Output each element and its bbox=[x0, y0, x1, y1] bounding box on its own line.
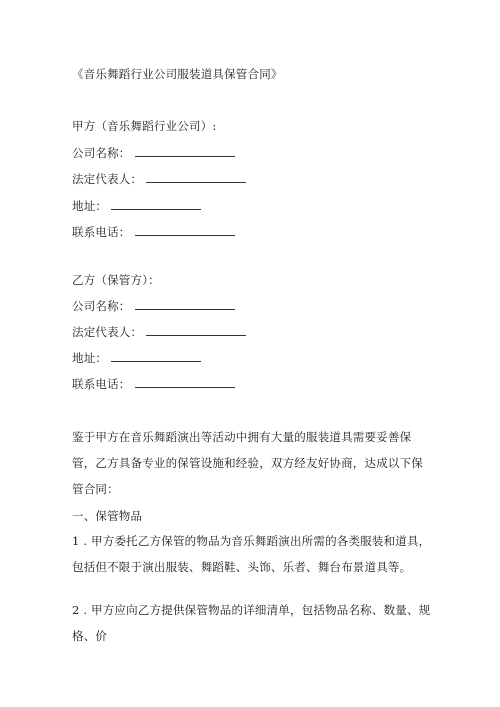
party-a-company-name-row bbox=[72, 145, 235, 161]
party-a-legal-rep-blank bbox=[146, 171, 246, 183]
section-1-heading: 一、保管物品 bbox=[72, 509, 143, 523]
party-a-address-row bbox=[72, 198, 201, 214]
party-b-phone-blank bbox=[135, 376, 235, 388]
party-a-phone-blank bbox=[135, 224, 235, 236]
party-a-address-label: 地址： bbox=[72, 199, 108, 213]
party-b-company-name-label: 公司名称： bbox=[72, 299, 131, 313]
contract-title: 《音乐舞蹈行业公司服装道具保管合同》 bbox=[72, 67, 283, 81]
party-b-company-name-row bbox=[72, 298, 235, 314]
party-a-company-name-blank bbox=[135, 145, 235, 157]
party-b-company-name-blank bbox=[135, 298, 235, 310]
party-b-address-label: 地址： bbox=[72, 351, 108, 365]
party-b-phone-label: 联系电话： bbox=[72, 377, 131, 391]
party-a-company-name-label: 公司名称： bbox=[72, 146, 131, 160]
section-1-item-1: 1 . 甲方委托乙方保管的物品为音乐舞蹈演出所需的各类服装和道具，包括但不限于演出服装、舞蹈鞋、头饰、乐者、舞台布景道具等。 bbox=[72, 534, 431, 574]
party-b-legal-rep-label: 法定代表人： bbox=[72, 325, 143, 339]
party-b-phone-row bbox=[72, 376, 235, 392]
party-a-legal-rep-row bbox=[72, 171, 246, 187]
party-a-legal-rep-label: 法定代表人： bbox=[72, 172, 143, 186]
party-a-phone-row bbox=[72, 224, 235, 240]
party-b-legal-rep-row bbox=[72, 324, 246, 340]
preamble-paragraph: 鉴于甲方在音乐舞蹈演出等活动中拥有大量的服装道具需要妥善保管，乙方具备专业的保管设施和经验，双方经友好协商，达成以下保管合同： bbox=[72, 430, 423, 496]
party-b-address-blank bbox=[111, 350, 201, 362]
party-b-heading: 乙方（保管方）： bbox=[72, 273, 160, 287]
party-a-address-blank bbox=[111, 198, 201, 210]
party-a-heading: 甲方（音乐舞蹈行业公司）: bbox=[72, 119, 217, 133]
party-b-address-row bbox=[72, 350, 201, 366]
party-a-phone-label: 联系电话： bbox=[72, 225, 131, 239]
section-1-item-2: 2 . 甲方应向乙方提供保管物品的详细清单，包括物品名称、数量、规格、价 bbox=[72, 603, 431, 643]
party-b-legal-rep-blank bbox=[146, 324, 246, 336]
